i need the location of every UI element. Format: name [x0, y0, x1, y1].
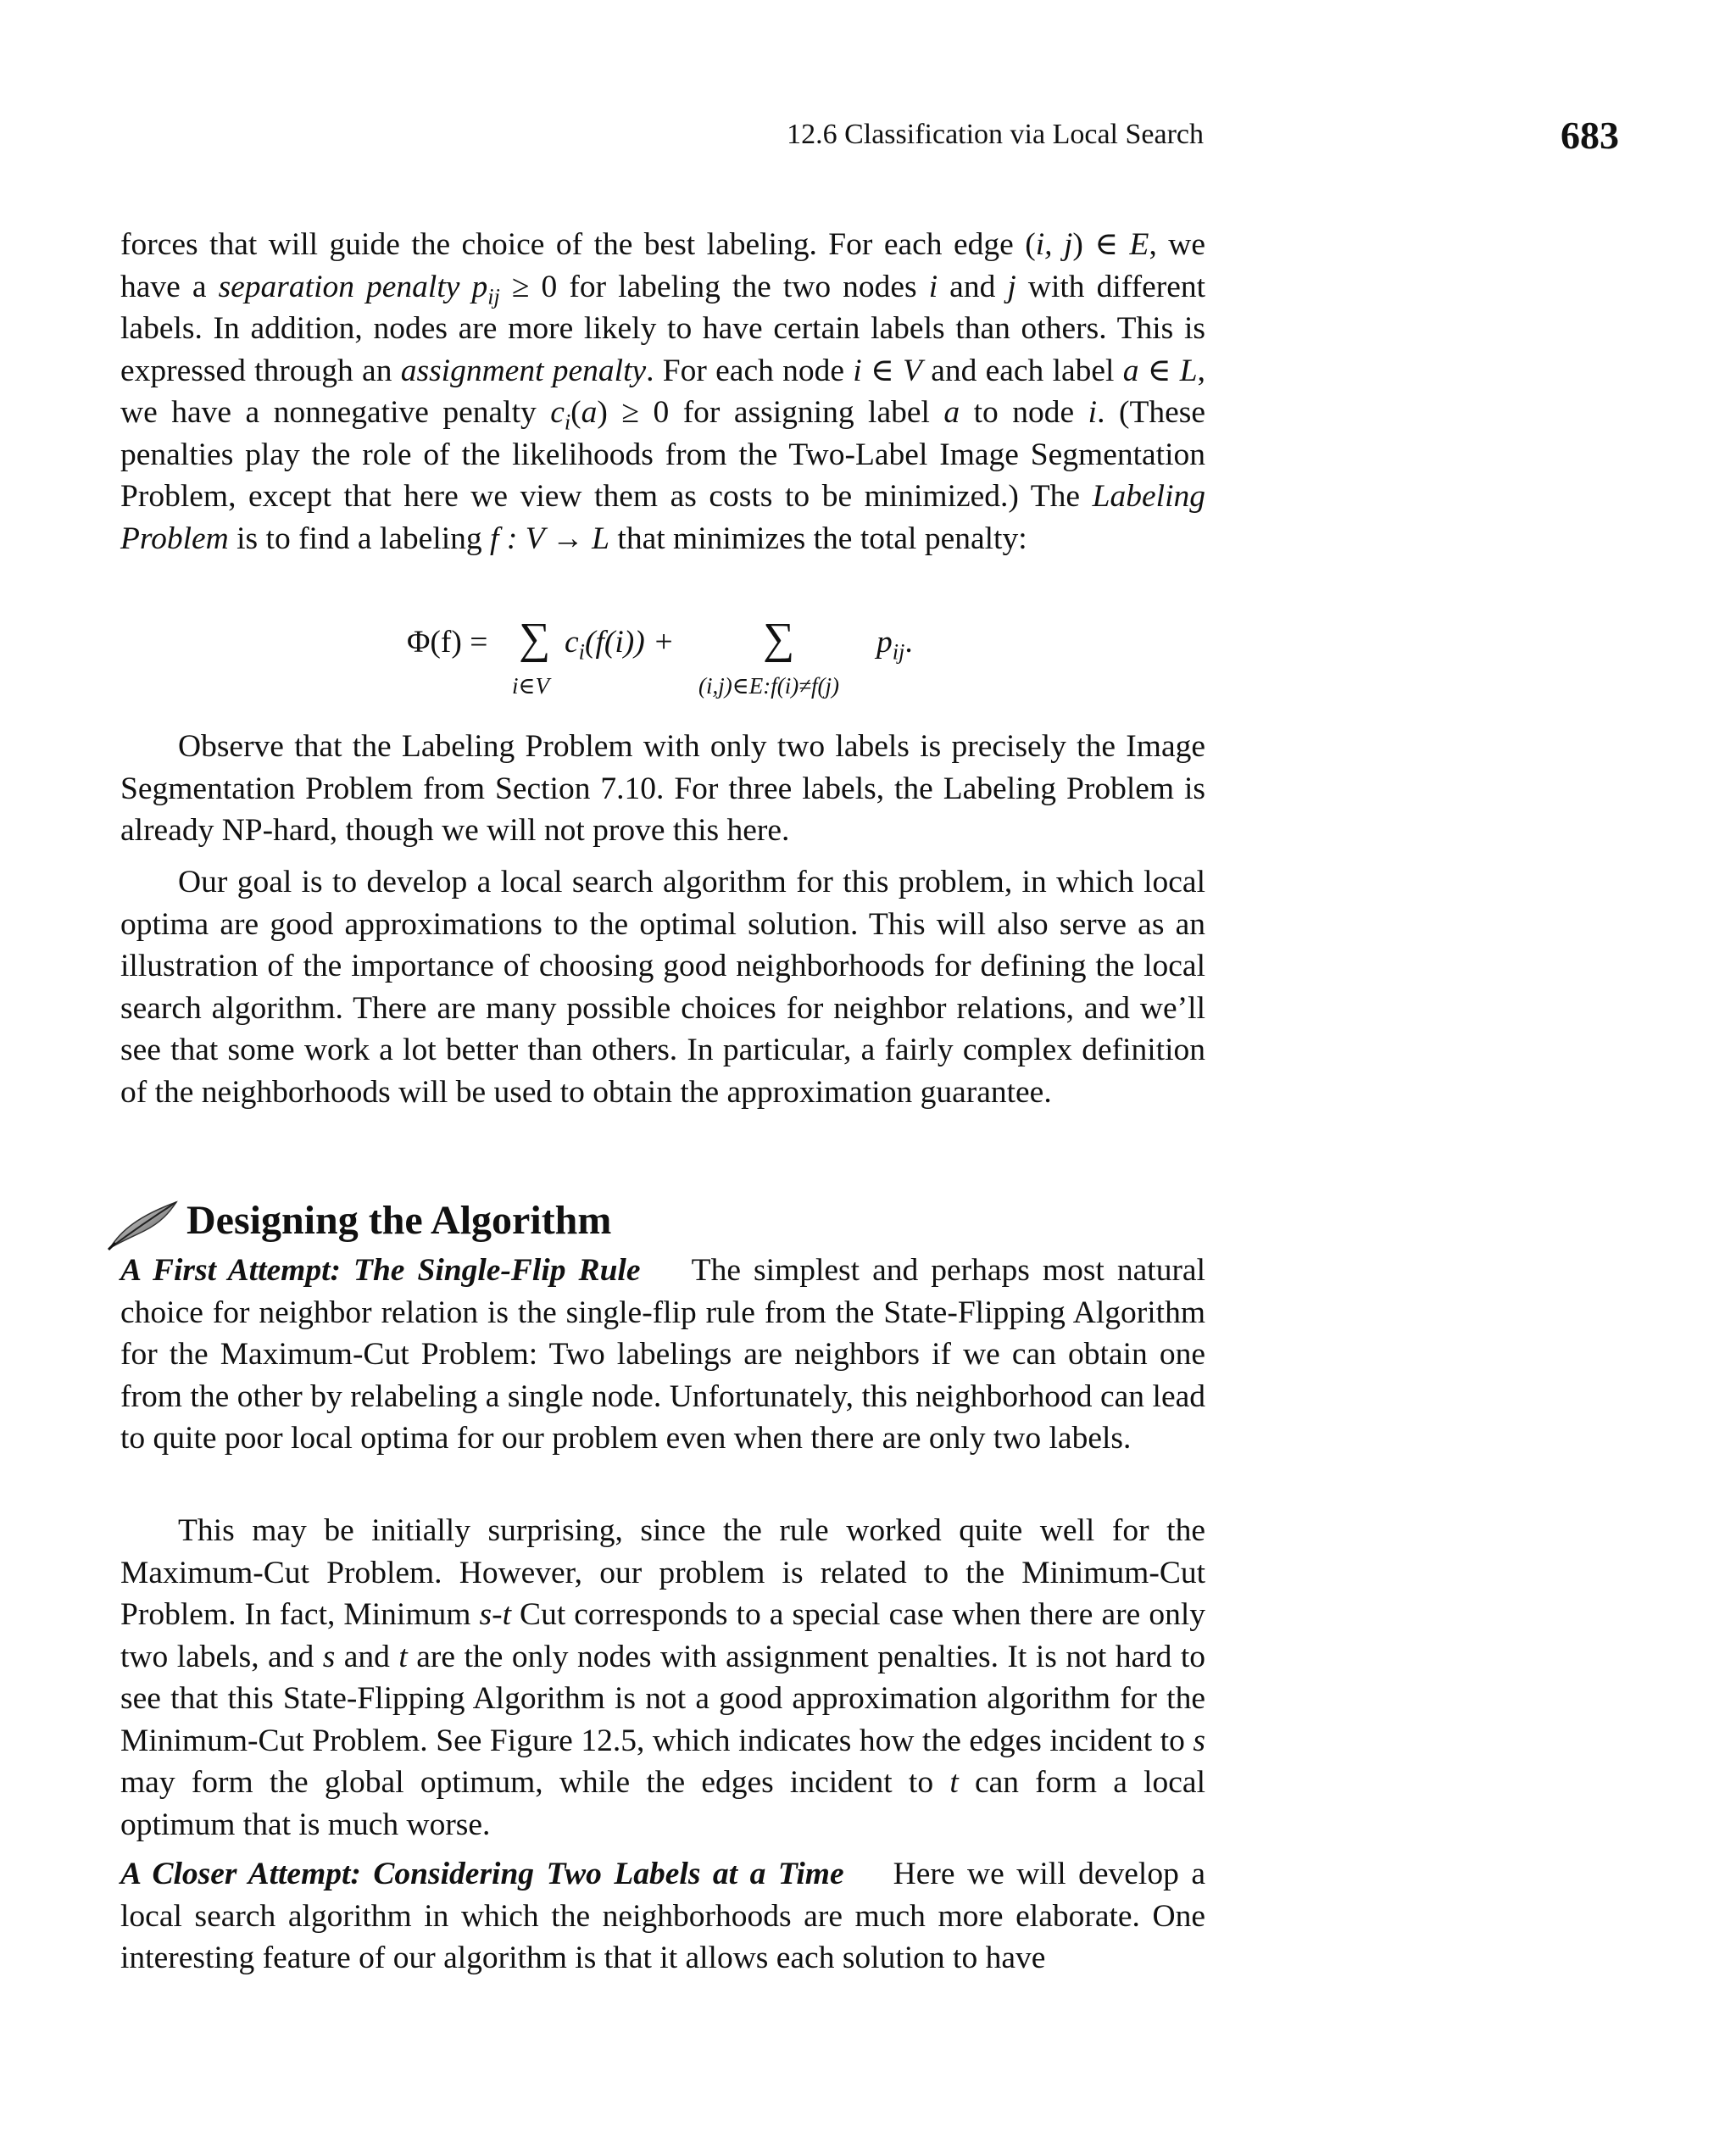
paragraph-text: A Closer Attempt: Considering Two Labels at a Time Here we will develop a local search algorithm in which the neighborhoods are much more elaborate. One interesting feature of our algorithm is that it allows each solution to have — [120, 1857, 1205, 1975]
paragraph-minimum-cut — [120, 1510, 1205, 1846]
term-labeling-problem: Labeling Problem — [120, 479, 1205, 556]
term-assignment-penalty: assignment penalty — [400, 353, 647, 388]
equation-term-2: $p_{ij}$. — [876, 625, 913, 665]
section-heading-designing-the-algorithm — [105, 1194, 1224, 1253]
sum-index-2: (i,j)∈E:f(i)≠f(j) — [698, 673, 839, 699]
paragraph-text: Observe that the Labeling Problem with only two labels is precisely the Image Segmentation Problem from Section 7.10. For three labels, the Labeling Problem is already NP-hard, though we will not prove this here. — [120, 729, 1205, 848]
paragraph-text: A First Attempt: The Single-Flip Rule The simplest and perhaps most natural choice for neighbor relation is the single-flip rule from the State-Flipping Algorithm for the Maximum-Cut Problem: Two labelings are neighbors if we can obtain one from the other by relabeling a single node. Unfortunately, this neighborhood can lead to quite poor local optima for our problem even when there are only two labels. — [120, 1253, 1205, 1456]
equation-lhs: Φ(f) = — [407, 625, 488, 660]
paragraph-text: This may be initially surprising, since the rule worked quite well for the Maximum-Cut Problem. However, our problem is related to the Minimum-Cut Problem. In fact, Minimum s-t Cut corresponds to a special case when there are only two labels, and s and t are the only nodes with assignment penalties. It is not hard to see that this State-Flipping Algorithm is not a good approximation algorithm for the Minimum-Cut Problem. See Figure 12.5, which indicates how the edges incident to s may form the global optimum, while the edges incident to t can form a local optimum that is much worse. — [120, 1513, 1205, 1842]
run-in-heading-two-labels: A Closer Attempt: Considering Two Labels at a Time — [120, 1857, 844, 1891]
paragraph-text: Our goal is to develop a local search algorithm for this problem, in which local optima are good approximations to the optimal solution. This will also serve as an illustration of the importance of choosing good neighborhoods for defining the local search algorithm. There are many possible choices for neighbor relations, and we’ll see that some work a lot better than others. In particular, a fairly complex definition of the neighborhoods will be used to obtain the approximation guarantee. — [120, 865, 1205, 1110]
sum-symbol-1: ∑ — [519, 615, 551, 663]
paragraph-text: forces that will guide the choice of the best labeling. For each edge (i, j) ∈ E, we have a separation penalty $p_{ij} \ge 0$ for labeling the two nodes i and j with different labels. In addition, nodes are more likely to have certain labels than others. This is expressed through an assignment penalty. For each node i ∈ V and each label a ∈ L, we have a nonnegative penalty $c_i(a) \ge 0$ for assigning label a to node i. (These penalties play the role of the likelihoods from the Two-Label Image Segmentation Problem, except that here we view them as costs to be minimized.) The Labeling Problem is to find a labeling f : V → L that minimizes the total penalty: — [120, 227, 1206, 556]
page-number: 683 — [1561, 114, 1619, 157]
paragraph-single-flip-rule — [120, 1250, 1205, 1460]
paragraph-np-hard — [120, 726, 1205, 852]
equation-total-penalty — [120, 609, 1205, 702]
run-in-heading-single-flip: A First Attempt: The Single-Flip Rule — [120, 1253, 641, 1288]
paragraph-goal — [120, 861, 1205, 1113]
paragraph-two-labels-at-a-time — [120, 1853, 1205, 1980]
paragraph-labeling-problem — [120, 224, 1205, 560]
sum-index-1: i∈V — [512, 673, 549, 699]
running-header-section-title: 12.6 Classification via Local Search — [787, 119, 1204, 150]
section-heading-text: Designing the Algorithm — [186, 1198, 612, 1243]
quill-pen-icon — [105, 1197, 181, 1253]
term-separation-penalty: separation penalty — [218, 269, 460, 304]
sum-symbol-2: ∑ — [763, 615, 795, 663]
equation-term-1: $c_i(f(i))$ + — [565, 625, 675, 665]
